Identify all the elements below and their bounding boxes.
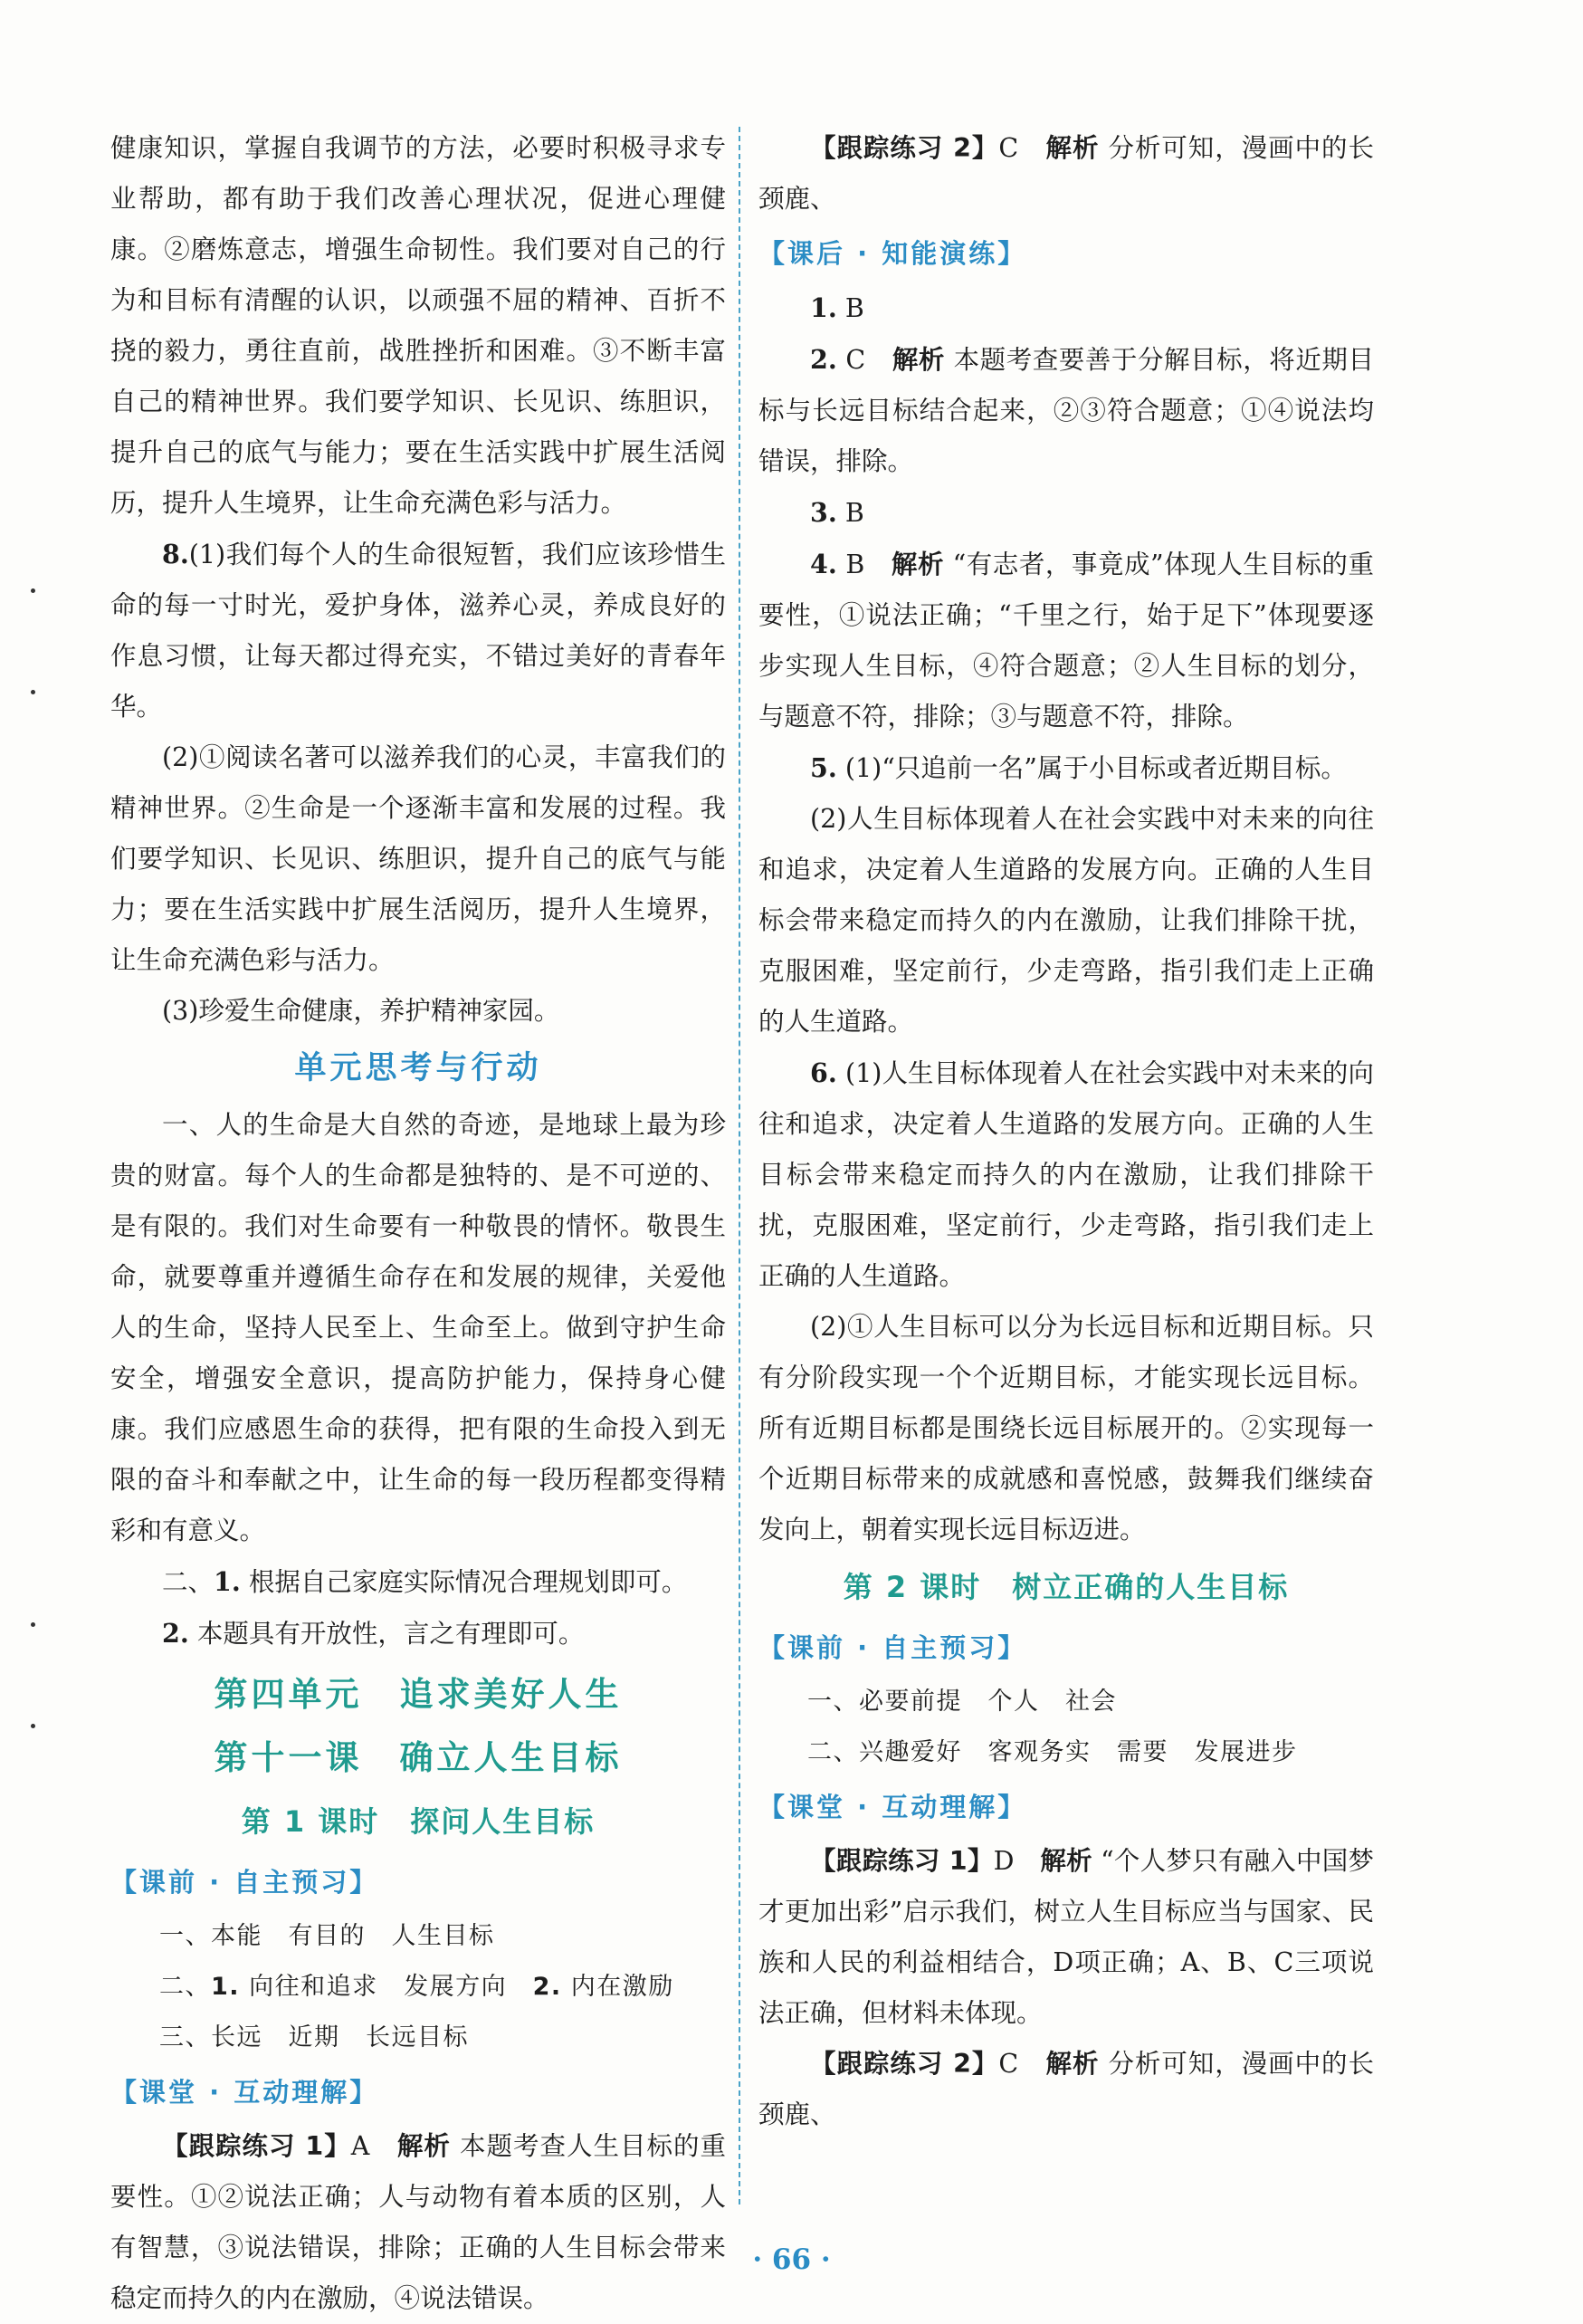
answer-8-part1	[110, 529, 726, 732]
question-number: 4.	[810, 549, 837, 579]
analysis-text: 分析可知，漫画中的长颈鹿、	[758, 2049, 1374, 2129]
after-answer-5-part2: (2)人生目标体现着人在社会实践中对未来的向往和追求，决定着人生道路的发展方向。正确的人生目标会带来稳定而持久的内在激励，让我们排除干扰，克服困难，坚定前行，少走弯路，指引我们走上正确的人生道路。	[758, 804, 1374, 1037]
column-divider	[739, 127, 740, 2204]
section-prefix: 二、	[162, 1567, 215, 1597]
tracking-exercise-2	[758, 123, 1374, 225]
answer-text: 内在激励	[570, 1973, 674, 2001]
analysis-text: “有志者，事竟成”体现人生目标的重要性，①说法正确；“千里之行，始于足下”体现要逐步实现人生目标，④符合题意；②人生目标的划分，与题意不符，排除；③与题意不符，排除。	[758, 550, 1374, 732]
answer-letter: B	[844, 498, 864, 528]
answer-text: (1)人生目标体现着人在社会实践中对未来的向往和追求，决定着人生道路的发展方向。正确的人生目标会带来稳定而持久的内在激励，让我们排除干扰，克服困难，坚定前行，少走弯路，指引我们走上正确的人生道路。	[758, 1058, 1375, 1291]
exercise-tag: 【跟踪练习 2】	[810, 133, 999, 163]
after-answer-5-part1	[758, 742, 1374, 794]
tracking-exercise-1	[758, 1836, 1374, 2039]
section-label-preview: 【课前 · 自主预习】	[110, 1867, 379, 1898]
question-number: 5.	[810, 752, 837, 783]
left-column	[110, 123, 726, 2324]
after-answer-1	[758, 282, 1374, 334]
unit-answer-2-1	[110, 1556, 726, 1608]
preview-answer-2: 二、兴趣爱好 客观务实 需要 发展进步	[807, 1738, 1298, 1766]
margin-dot	[31, 588, 35, 593]
question-number: 1.	[214, 1566, 241, 1597]
analysis-label: 解析	[1040, 1846, 1092, 1876]
after-answer-3	[758, 487, 1374, 539]
answer-letter: A	[350, 2131, 370, 2161]
section-label-class: 【课堂 · 互动理解】	[758, 1792, 1027, 1822]
analysis-label: 解析	[892, 345, 945, 375]
preview-answer-1: 一、必要前提 个人 社会	[807, 1688, 1117, 1716]
analysis-label: 解析	[891, 550, 945, 579]
analysis-text: 本题考查人生目标的重要性。①②说法正确；人与动物有着本质的区别，人有智慧，③说法错误，排除；正确的人生目标会带来稳定而持久的内在激励，④说法错误。	[110, 2131, 726, 2313]
answer-letter: C	[845, 345, 866, 375]
answer-letter: B	[844, 293, 864, 323]
tracking-exercise-1	[110, 2121, 726, 2324]
page-number: · 66 ·	[752, 2243, 831, 2276]
analysis-label: 解析	[396, 2131, 451, 2161]
preview-answer-1: 一、本能 有目的 人生目标	[159, 1922, 495, 1950]
exercise-tag: 【跟踪练习 2】	[810, 2049, 999, 2079]
unit-title: 第四单元 追求美好人生	[214, 1675, 623, 1714]
after-answer-2	[758, 334, 1374, 487]
after-answer-6-part1	[758, 1047, 1374, 1302]
paragraph: 健康知识，掌握自我调节的方法，必要时积极寻求专业帮助，都有助于我们改善心理状况，促进心理健康。②磨炼意志，增强生命韧性。我们要对自己的行为和目标有清醒的认识，以顽强不屈的精神、百折不挠的毅力，勇往直前，战胜挫折和困难。③不断丰富自己的精神世界。我们要学知识、长见识、练胆识，提升自己的底气与能力；要在生活实践中扩展生活阅历，提升人生境界，让生命充满色彩与活力。	[110, 133, 726, 518]
answer-letter: B	[845, 550, 865, 579]
exercise-tag: 【跟踪练习 1】	[162, 2131, 351, 2161]
margin-dot	[31, 1724, 35, 1728]
answer-letter: C	[998, 2049, 1019, 2079]
section-prefix: 二、	[159, 1973, 211, 2001]
analysis-text: 本题考查要善于分解目标，将近期目标与长远目标结合起来，②③符合题意；①④说法均错误，排除。	[758, 345, 1374, 476]
answer-text: (1)“只追前一名”属于小目标或者近期目标。	[844, 753, 1347, 783]
answer-letter: C	[998, 133, 1019, 163]
analysis-text: “个人梦只有融入中国梦才更加出彩”启示我们，树立人生目标应当与国家、民族和人民的利益相结合，D项正确；A、B、C三项说法正确，但材料未体现。	[758, 1846, 1374, 2028]
after-answer-6-part2: (2)①人生目标可以分为长远目标和近期目标。只有分阶段实现一个个近期目标，才能实现长远目标。所有近期目标都是围绕长远目标展开的。②实现每一个近期目标带来的成就感和喜悦感，鼓舞我们继续奋发向上，朝着实现长远目标迈进。	[758, 1312, 1374, 1545]
question-number: 8.	[162, 539, 189, 569]
analysis-label: 解析	[1045, 2049, 1100, 2079]
unit-answer-1: 一、人的生命是大自然的奇迹，是地球上最为珍贵的财富。每个人的生命都是独特的、是不可逆的、是有限的。我们对生命要有一种敬畏的情怀。敬畏生命，就要尊重并遵循生命存在和发展的规律，关爱他人的生命，坚持人民至上、生命至上。做到守护生命安全，增强安全意识，提高防护能力，保持身心健康。我们应感恩生命的获得，把有限的生命投入到无限的奋斗和奉献之中，让生命的每一段历程都变得精彩和有意义。	[110, 1110, 726, 1545]
question-number: 1.	[211, 1973, 241, 2001]
tracking-exercise-2	[758, 2039, 1374, 2140]
question-number: 1.	[810, 292, 837, 323]
question-number: 3.	[810, 497, 837, 528]
answer-text: 本题具有开放性，言之有理即可。	[196, 1619, 585, 1649]
section-label-preview: 【课前 · 自主预习】	[758, 1632, 1027, 1663]
section-label-class: 【课堂 · 互动理解】	[110, 2077, 379, 2108]
preview-answer-2	[110, 1962, 726, 2013]
unit-answer-2-2	[110, 1608, 726, 1659]
analysis-label: 解析	[1045, 133, 1100, 163]
after-answer-4	[758, 539, 1374, 742]
answer-8-part2: (2)①阅读名著可以滋养我们的心灵，丰富我们的精神世界。②生命是一个逐渐丰富和发展的过程。我们要学知识、长见识、练胆识，提升自己的底气与能力；要在生活实践中扩展生活阅历，提升人生境界，让生命充满色彩与活力。	[110, 742, 726, 975]
period-title: 第 2 课时 树立正确的人生目标	[843, 1570, 1290, 1604]
preview-answer-3: 三、长远 近期 长远目标	[159, 2023, 469, 2051]
answer-8-part3: (3)珍爱生命健康，养护精神家园。	[162, 996, 560, 1026]
section-label-after: 【课后 · 知能演练】	[758, 238, 1027, 269]
period-title: 第 1 课时 探问人生目标	[241, 1804, 596, 1839]
question-number: 2.	[810, 344, 837, 375]
question-number: 2.	[532, 1973, 562, 2001]
right-column	[758, 123, 1374, 2140]
answer-letter: D	[993, 1846, 1015, 1876]
unit-review-heading: 单元思考与行动	[294, 1050, 542, 1086]
question-number: 6.	[810, 1057, 837, 1088]
margin-dot	[31, 1622, 35, 1627]
question-number: 2.	[162, 1618, 189, 1649]
lesson-title: 第十一课 确立人生目标	[214, 1738, 623, 1777]
answer-text: (1)我们每个人的生命很短暂，我们应该珍惜生命的每一寸时光，爱护身体，滋养心灵，养成良好的作息习惯，让每天都过得充实，不错过美好的青春年华。	[110, 540, 726, 722]
analysis-text: 分析可知，漫画中的长颈鹿、	[758, 133, 1374, 214]
margin-dot	[31, 690, 35, 694]
answer-text: 向往和追求 发展方向	[249, 1973, 533, 2001]
answer-text: 根据自己家庭实际情况合理规划即可。	[248, 1567, 688, 1597]
exercise-tag: 【跟踪练习 1】	[810, 1846, 994, 1876]
